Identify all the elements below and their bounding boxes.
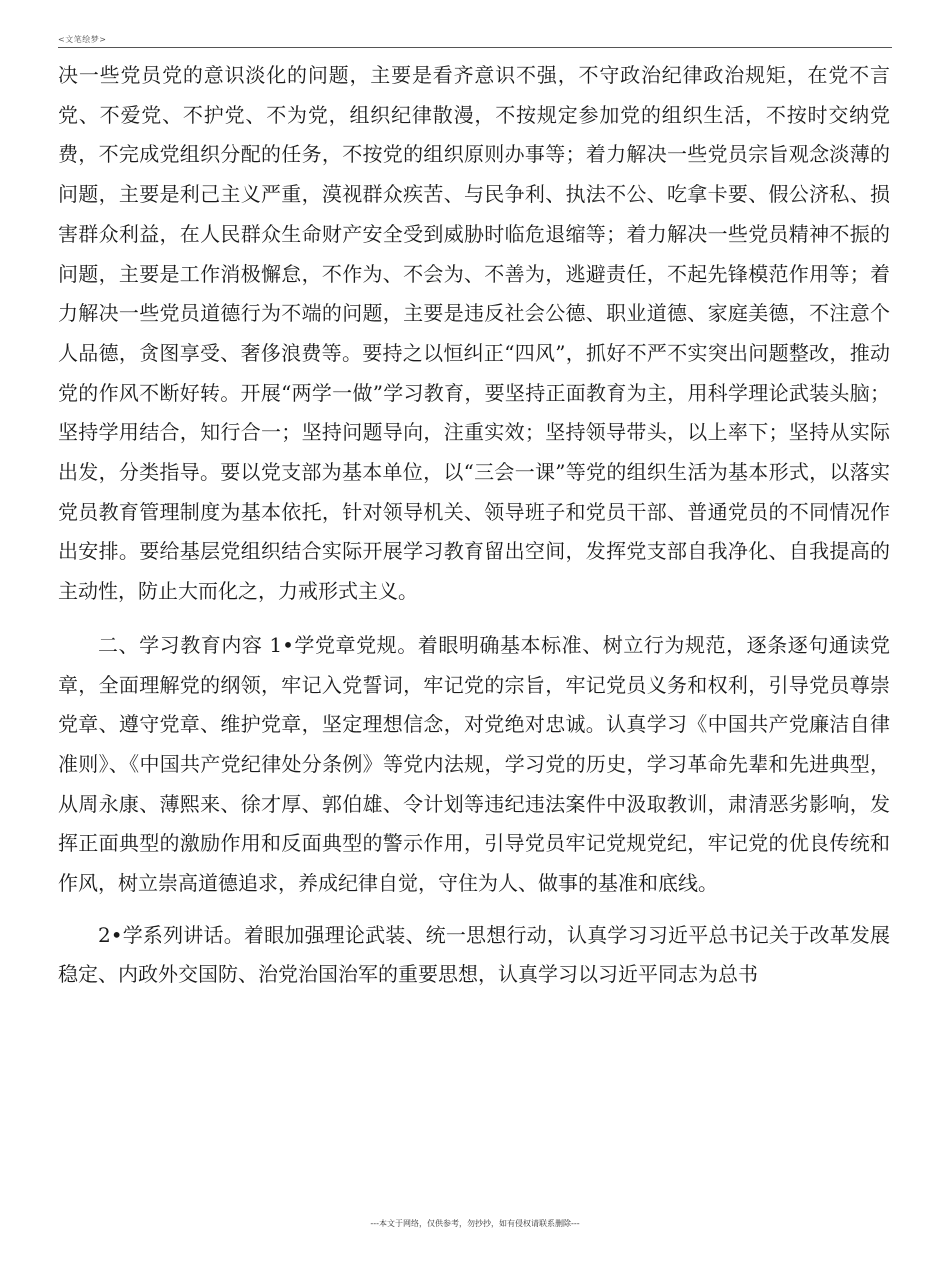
paragraph-study-speeches: 2•学系列讲话。着眼加强理论武装、统一思想行动，认真学习习近平总书记关于改革发展稳定、内政外交国防、治党治国治军的重要思想，认真学习以习近平同志为总书 (58, 922, 890, 987)
paragraph-section-two: 二、学习教育内容 1•学党章党规。着眼明确基本标准、树立行为规范，逐条逐句通读党章，全面理解党的纲领，牢记入党誓词，牢记党的宗旨，牢记党员义务和权利，引导党员尊崇党章、遵守党章、维护党章，坚定理想信念，对党绝对忠诚。认真学习《中国共产党廉洁自律准则》、《中国共产党纪律处分条例》等党内法规，学习党的历史，学习革命先辈和先进典型，从周永康、薄熙来、徐才厚、郭伯雄、令计划等违纪违法案件中汲取教训，肃清恶劣影响，发挥正面典型的激励作用和反面典型的警示作用，引导党员牢记党规党纪，牢记党的优良传统和作风，树立崇高道德追求，养成纪律自觉，守住为人、做事的基准和底线。 (58, 632, 890, 896)
document-body (58, 56, 890, 995)
footer-disclaimer: ---本文于网络，仅供参考，勿抄抄，如有侵权请联系删除--- (370, 1219, 580, 1228)
paragraph-spacer (58, 612, 890, 626)
header-divider (58, 47, 892, 48)
header-watermark: <文笔绘梦> (58, 35, 107, 44)
paragraph-continued: 决一些党员党的意识淡化的问题，主要是看齐意识不强，不守政治纪律政治规矩，在党不言党、不爱党、不护党、不为党，组织纪律散漫，不按规定参加党的组织生活，不按时交纳党费，不完成党组织分配的任务，不按党的组织原则办事等；着力解决一些党员宗旨观念淡薄的问题，主要是利己主义严重，漠视群众疾苦、与民争利、执法不公、吃拿卡要、假公济私、损害群众利益，在人民群众生命财产安全受到威胁时临危退缩等；着力解决一些党员精神不振的问题，主要是工作消极懈怠，不作为、不会为、不善为，逃避责任，不起先锋模范作用等；着力解决一些党员道德行为不端的问题，主要是违反社会公德、职业道德、家庭美德，不注意个人品德，贪图享受、奢侈浪费等。要持之以恒纠正“四风”，抓好不严不实突出问题整改，推动党的作风不断好转。开展“两学一做”学习教育，要坚持正面教育为主，用科学理论武装头脑；坚持学用结合，知行合一；坚持问题导向，注重实效；坚持领导带头，以上率下；坚持从实际出发，分类指导。要以党支部为基本单位，以“三会一课”等党的组织生活为基本形式，以落实党员教育管理制度为基本依托，针对领导机关、领导班子和党员干部、普通党员的不同情况作出安排。要给基层党组织结合实际开展学习教育留出空间，发挥党支部自我净化、自我提高的主动性，防止大而化之，力戒形式主义。 (58, 63, 890, 604)
paragraph-spacer (58, 904, 890, 916)
